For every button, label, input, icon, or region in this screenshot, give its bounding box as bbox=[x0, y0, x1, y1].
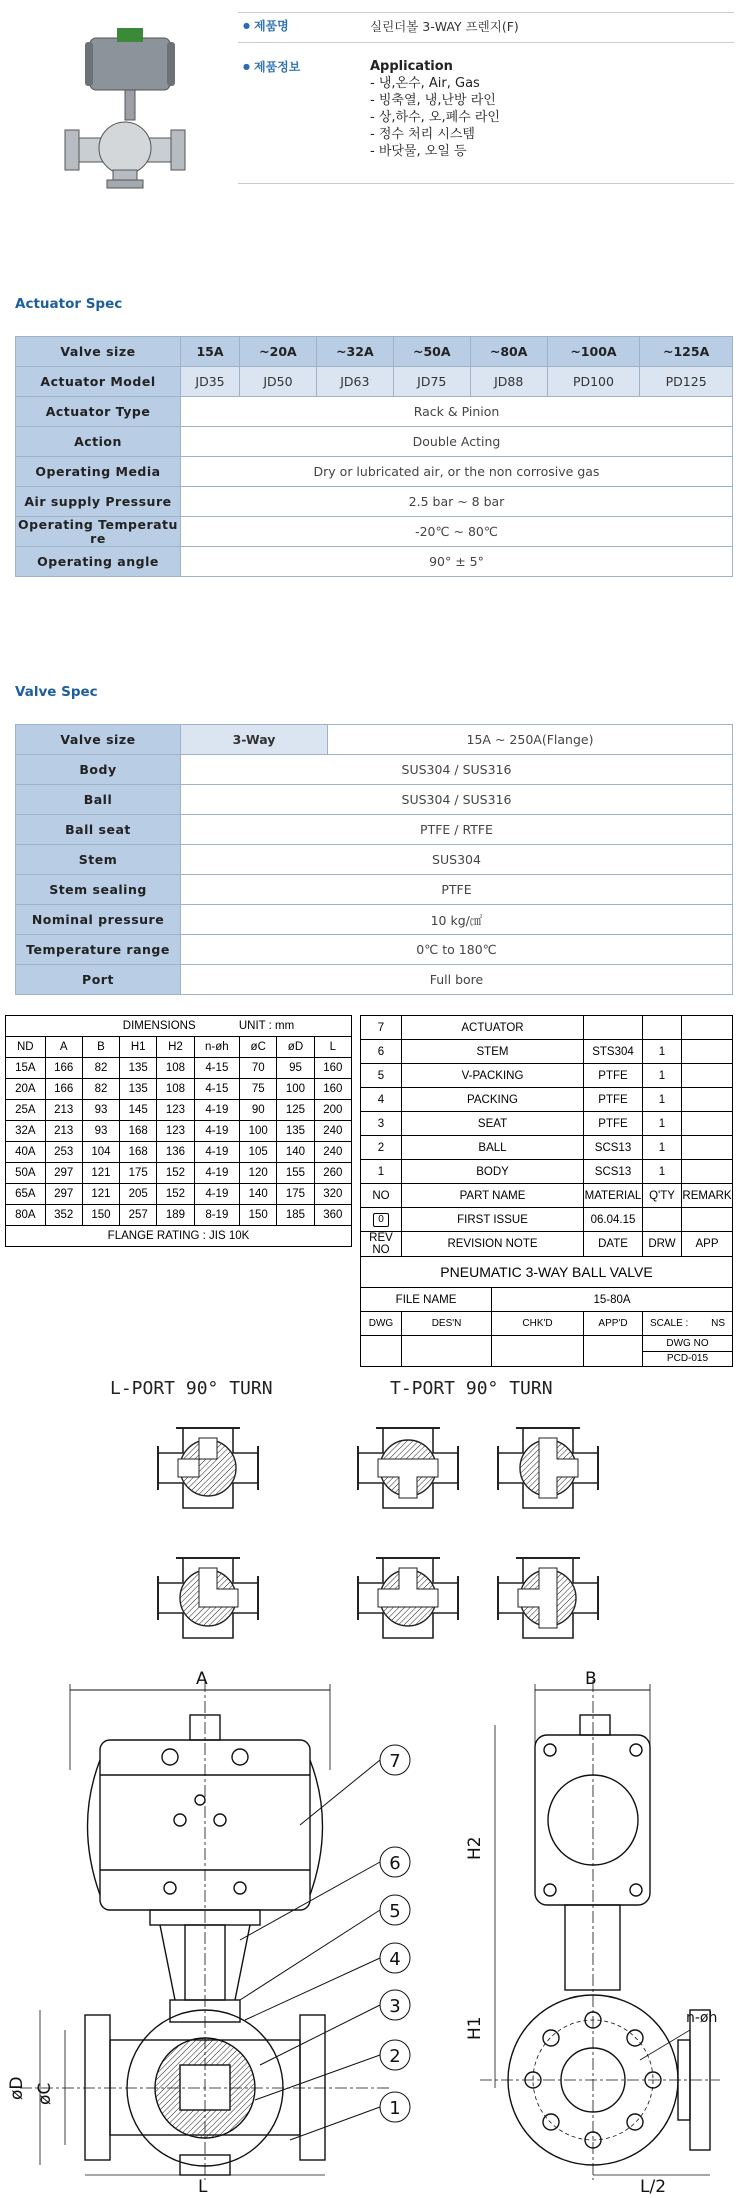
bom-no: 6 bbox=[361, 1040, 402, 1064]
dim-cell: 105 bbox=[240, 1142, 277, 1163]
bom-no: 1 bbox=[361, 1160, 402, 1184]
table-row bbox=[6, 1184, 352, 1205]
bom-remark bbox=[682, 1112, 733, 1136]
dim-cell: 320 bbox=[314, 1184, 351, 1205]
callout-4: 4 bbox=[389, 1949, 401, 1970]
dim-header: A bbox=[45, 1037, 82, 1058]
table-row bbox=[6, 1226, 352, 1247]
bom-name: BODY bbox=[402, 1160, 584, 1184]
product-info-label: ● 제품정보 bbox=[243, 58, 300, 75]
dim-cell: 4-19 bbox=[194, 1142, 239, 1163]
valve-spec-table bbox=[15, 724, 733, 995]
sign-blank bbox=[492, 1336, 584, 1367]
dim-cell: 152 bbox=[157, 1184, 194, 1205]
dim-cell: 70 bbox=[240, 1058, 277, 1079]
dim-cell: 189 bbox=[157, 1205, 194, 1226]
actuator-spec-title: Actuator Spec bbox=[15, 296, 123, 312]
dim-cell: 20A bbox=[6, 1079, 46, 1100]
dim-header: H2 bbox=[157, 1037, 194, 1058]
spec-label: Stem sealing bbox=[16, 875, 181, 905]
dim-cell: 32A bbox=[6, 1121, 46, 1142]
table-row bbox=[16, 547, 733, 577]
table-row bbox=[361, 1336, 733, 1352]
dim-cell: 121 bbox=[82, 1163, 119, 1184]
dim-cell: 50A bbox=[6, 1163, 46, 1184]
dim-cell: 135 bbox=[277, 1121, 314, 1142]
dim-cell: 253 bbox=[45, 1142, 82, 1163]
dim-cell: 150 bbox=[240, 1205, 277, 1226]
application-heading: Application bbox=[370, 59, 453, 74]
info-divider-bottom bbox=[238, 183, 734, 184]
bom-qty bbox=[643, 1016, 682, 1040]
spec-label: Nominal pressure bbox=[16, 905, 181, 935]
dim-cell: 260 bbox=[314, 1163, 351, 1184]
spec-label: Stem bbox=[16, 845, 181, 875]
dimensions-body bbox=[6, 1058, 352, 1226]
product-name-value: 실린더볼 3-WAY 프렌지(F) bbox=[370, 19, 519, 34]
application-item: - 바닷물, 오일 등 bbox=[370, 144, 467, 159]
dimensions-unit: UNIT : mm bbox=[238, 1020, 295, 1032]
table-row bbox=[6, 1121, 352, 1142]
dim-cell: 100 bbox=[240, 1121, 277, 1142]
table-row bbox=[16, 875, 733, 905]
spec-value: 0℃ to 180℃ bbox=[181, 935, 733, 965]
valve-type-cell: 3-Way bbox=[181, 725, 328, 755]
table-row bbox=[16, 905, 733, 935]
dim-cell: 75 bbox=[240, 1079, 277, 1100]
dim-cell: 120 bbox=[240, 1163, 277, 1184]
sign-dwg: DWG bbox=[361, 1312, 402, 1336]
table-row bbox=[6, 1037, 352, 1058]
dim-cell: 160 bbox=[314, 1079, 351, 1100]
bom-remark bbox=[682, 1064, 733, 1088]
dim-cell: 352 bbox=[45, 1205, 82, 1226]
spec-value: -20℃ ~ 80℃ bbox=[181, 517, 733, 547]
revision-app bbox=[682, 1208, 733, 1232]
application-item: - 정수 처리 시스템 bbox=[370, 127, 475, 142]
drawing-title: PNEUMATIC 3-WAY BALL VALVE bbox=[361, 1257, 733, 1288]
bom-header: NO bbox=[361, 1184, 402, 1208]
dim-cell: 145 bbox=[120, 1100, 157, 1121]
dim-cell: 240 bbox=[314, 1121, 351, 1142]
dim-cell: 125 bbox=[277, 1100, 314, 1121]
dimensions-table bbox=[5, 1015, 352, 1247]
model-cell: PD100 bbox=[547, 367, 640, 397]
dim-cell: 140 bbox=[277, 1142, 314, 1163]
spec-label: Port bbox=[16, 965, 181, 995]
model-cell: JD88 bbox=[470, 367, 547, 397]
callout-2: 2 bbox=[389, 2046, 401, 2067]
table-row bbox=[361, 1160, 733, 1184]
bom-material: SCS13 bbox=[584, 1160, 643, 1184]
bom-name: STEM bbox=[402, 1040, 584, 1064]
spec-value: 90° ± 5° bbox=[181, 547, 733, 577]
bom-header: Q'TY bbox=[643, 1184, 682, 1208]
l-port-diagram bbox=[158, 1428, 258, 1508]
table-row bbox=[6, 1079, 352, 1100]
callout-6: 6 bbox=[389, 1853, 401, 1874]
flange-rating: FLANGE RATING : JIS 10K bbox=[6, 1226, 352, 1247]
table-row bbox=[16, 965, 733, 995]
spec-label: Body bbox=[16, 755, 181, 785]
size-cell: 15A bbox=[181, 337, 240, 367]
spec-label: Action bbox=[16, 427, 181, 457]
dim-cell: 160 bbox=[314, 1058, 351, 1079]
l-port-label: L-PORT 90° TURN bbox=[110, 1378, 273, 1399]
bom-no: 4 bbox=[361, 1088, 402, 1112]
bom-table bbox=[360, 1015, 733, 1367]
table-row bbox=[6, 1016, 352, 1037]
size-cell: ~32A bbox=[316, 337, 393, 367]
table-row bbox=[361, 1136, 733, 1160]
bom-qty: 1 bbox=[643, 1112, 682, 1136]
dim-B: B bbox=[585, 1670, 597, 1689]
spec-value: Rack & Pinion bbox=[181, 397, 733, 427]
dim-nh: n-øh bbox=[686, 2010, 718, 2026]
dim-cell: 257 bbox=[120, 1205, 157, 1226]
dim-cell: 95 bbox=[277, 1058, 314, 1079]
spec-value: Double Acting bbox=[181, 427, 733, 457]
valve-spec-title: Valve Spec bbox=[15, 684, 98, 700]
bom-material: SCS13 bbox=[584, 1136, 643, 1160]
table-row bbox=[16, 845, 733, 875]
application-item: - 냉,온수, Air, Gas bbox=[370, 76, 480, 91]
dim-cell: 4-19 bbox=[194, 1121, 239, 1142]
file-name-label: FILE NAME bbox=[361, 1288, 492, 1312]
table-row bbox=[16, 487, 733, 517]
bom-material: PTFE bbox=[584, 1064, 643, 1088]
rev-header: APP bbox=[682, 1232, 733, 1257]
table-row bbox=[6, 1163, 352, 1184]
table-row bbox=[361, 1184, 733, 1208]
table-row bbox=[361, 1232, 733, 1257]
bom-material: STS304 bbox=[584, 1040, 643, 1064]
table-row bbox=[16, 457, 733, 487]
spec-label: Ball bbox=[16, 785, 181, 815]
bom-header: REMARK bbox=[682, 1184, 733, 1208]
revision-date: 06.04.15 bbox=[584, 1208, 643, 1232]
model-cell: JD75 bbox=[393, 367, 470, 397]
dimensions-title-cell bbox=[6, 1016, 352, 1037]
table-row bbox=[361, 1088, 733, 1112]
dim-header: øC bbox=[240, 1037, 277, 1058]
scale-value: NS bbox=[711, 1318, 726, 1329]
dim-cell: 140 bbox=[240, 1184, 277, 1205]
dim-cell: 40A bbox=[6, 1142, 46, 1163]
bom-remark bbox=[682, 1040, 733, 1064]
callout-3: 3 bbox=[389, 1996, 401, 2017]
spec-value: SUS304 bbox=[181, 845, 733, 875]
actuator-model-label: Actuator Model bbox=[16, 367, 181, 397]
callout-5: 5 bbox=[389, 1901, 401, 1922]
dim-cell: 136 bbox=[157, 1142, 194, 1163]
application-item: - 상,하수, 오,폐수 라인 bbox=[370, 110, 500, 125]
bom-remark bbox=[682, 1016, 733, 1040]
dim-cell: 175 bbox=[277, 1184, 314, 1205]
table-row bbox=[16, 725, 733, 755]
table-row bbox=[16, 397, 733, 427]
callout-1: 1 bbox=[389, 2098, 401, 2119]
dim-cell: 80A bbox=[6, 1205, 46, 1226]
dim-cell: 4-15 bbox=[194, 1058, 239, 1079]
revision-note: FIRST ISSUE bbox=[402, 1208, 584, 1232]
bom-no: 2 bbox=[361, 1136, 402, 1160]
dim-cell: 213 bbox=[45, 1100, 82, 1121]
dim-cell: 150 bbox=[82, 1205, 119, 1226]
table-row bbox=[16, 785, 733, 815]
size-cell: ~50A bbox=[393, 337, 470, 367]
spec-label: Ball seat bbox=[16, 815, 181, 845]
dim-cell: 168 bbox=[120, 1121, 157, 1142]
sign-chk: CHK'D bbox=[492, 1312, 584, 1336]
valve-size-label: Valve size bbox=[16, 725, 181, 755]
dim-cell: 152 bbox=[157, 1163, 194, 1184]
dim-L2: L/2 bbox=[640, 2177, 667, 2195]
valve-size-label: Valve size bbox=[16, 337, 181, 367]
model-cell: JD63 bbox=[316, 367, 393, 397]
dim-cell: 166 bbox=[45, 1079, 82, 1100]
table-row bbox=[16, 517, 733, 547]
model-cell: JD35 bbox=[181, 367, 240, 397]
dim-cell: 25A bbox=[6, 1100, 46, 1121]
dim-cell: 108 bbox=[157, 1058, 194, 1079]
dim-cell: 121 bbox=[82, 1184, 119, 1205]
dim-cell: 123 bbox=[157, 1121, 194, 1142]
spec-value: Dry or lubricated air, or the non corrosive gas bbox=[181, 457, 733, 487]
dim-cell: 213 bbox=[45, 1121, 82, 1142]
rev-header: REVISION NOTE bbox=[402, 1232, 584, 1257]
file-name: 15-80A bbox=[492, 1288, 733, 1312]
scale-cell bbox=[643, 1312, 733, 1336]
bom-name: SEAT bbox=[402, 1112, 584, 1136]
dim-header: H1 bbox=[120, 1037, 157, 1058]
size-cell: ~80A bbox=[470, 337, 547, 367]
bom-qty: 1 bbox=[643, 1160, 682, 1184]
dim-header: B bbox=[82, 1037, 119, 1058]
dim-cell: 123 bbox=[157, 1100, 194, 1121]
revision-mark-triangle: 0 bbox=[373, 1213, 389, 1227]
scale-label: SCALE : bbox=[649, 1318, 689, 1329]
dim-header: øD bbox=[277, 1037, 314, 1058]
table-row bbox=[361, 1064, 733, 1088]
bom-name: V-PACKING bbox=[402, 1064, 584, 1088]
dim-cell: 166 bbox=[45, 1058, 82, 1079]
bom-remark bbox=[682, 1160, 733, 1184]
table-row bbox=[6, 1205, 352, 1226]
rev-header: REV NO bbox=[361, 1232, 402, 1257]
dim-cell: 104 bbox=[82, 1142, 119, 1163]
t-port-diagram bbox=[498, 1428, 598, 1508]
product-photo bbox=[55, 20, 195, 195]
t-port-diagram bbox=[358, 1558, 458, 1638]
port-diagrams bbox=[0, 1400, 740, 1670]
dim-cell: 200 bbox=[314, 1100, 351, 1121]
dim-cell: 168 bbox=[120, 1142, 157, 1163]
table-row bbox=[6, 1058, 352, 1079]
size-cell: ~100A bbox=[547, 337, 640, 367]
dim-cell: 240 bbox=[314, 1142, 351, 1163]
spec-value: 2.5 bar ~ 8 bar bbox=[181, 487, 733, 517]
spec-value: PTFE bbox=[181, 875, 733, 905]
dim-cell: 155 bbox=[277, 1163, 314, 1184]
product-name-label: ● 제품명 bbox=[243, 17, 289, 34]
t-port-diagram bbox=[358, 1428, 458, 1508]
sign-blank bbox=[402, 1336, 492, 1367]
info-divider-top bbox=[238, 12, 734, 13]
spec-value: SUS304 / SUS316 bbox=[181, 785, 733, 815]
dim-header: L bbox=[314, 1037, 351, 1058]
actuator-spec-table bbox=[15, 336, 733, 577]
dim-cell: 82 bbox=[82, 1058, 119, 1079]
spec-label: Temperature range bbox=[16, 935, 181, 965]
bom-material: PTFE bbox=[584, 1112, 643, 1136]
dim-cell: 65A bbox=[6, 1184, 46, 1205]
spec-label: Operating Media bbox=[16, 457, 181, 487]
bom-qty: 1 bbox=[643, 1040, 682, 1064]
revision-drw bbox=[643, 1208, 682, 1232]
bom-header: MATERIAL bbox=[584, 1184, 643, 1208]
bom-qty: 1 bbox=[643, 1088, 682, 1112]
dim-cell: 297 bbox=[45, 1184, 82, 1205]
dim-cell: 82 bbox=[82, 1079, 119, 1100]
table-row bbox=[361, 1312, 733, 1336]
bom-header: PART NAME bbox=[402, 1184, 584, 1208]
spec-label: Operating Temperature bbox=[16, 517, 181, 547]
rev-header: DRW bbox=[643, 1232, 682, 1257]
bom-remark bbox=[682, 1136, 733, 1160]
bom-qty: 1 bbox=[643, 1064, 682, 1088]
spec-value: PTFE / RTFE bbox=[181, 815, 733, 845]
dim-header: n-øh bbox=[194, 1037, 239, 1058]
table-row bbox=[6, 1100, 352, 1121]
spec-label: Actuator Type bbox=[16, 397, 181, 427]
sign-app: APP'D bbox=[584, 1312, 643, 1336]
l-port-diagram bbox=[158, 1558, 258, 1638]
dim-cell: 135 bbox=[120, 1058, 157, 1079]
table-row bbox=[16, 367, 733, 397]
valve-size-value: 15A ~ 250A(Flange) bbox=[328, 725, 733, 755]
dwg-no-label: DWG NO bbox=[643, 1336, 733, 1352]
dim-cell: 8-19 bbox=[194, 1205, 239, 1226]
dim-H2: H2 bbox=[465, 1836, 485, 1860]
table-row bbox=[361, 1288, 733, 1312]
model-cell: PD125 bbox=[640, 367, 733, 397]
model-cell: JD50 bbox=[240, 367, 317, 397]
dim-cell: 185 bbox=[277, 1205, 314, 1226]
dim-cell: 135 bbox=[120, 1079, 157, 1100]
callout-7: 7 bbox=[389, 1751, 401, 1772]
dim-D: øD bbox=[7, 2076, 27, 2100]
dim-cell: 205 bbox=[120, 1184, 157, 1205]
table-row bbox=[16, 755, 733, 785]
bom-parts bbox=[361, 1016, 733, 1184]
dim-A: A bbox=[196, 1670, 208, 1689]
size-cell: ~20A bbox=[240, 337, 317, 367]
sign-des: DES'N bbox=[402, 1312, 492, 1336]
table-row bbox=[16, 427, 733, 457]
t-port-diagram bbox=[498, 1558, 598, 1638]
dim-cell: 93 bbox=[82, 1100, 119, 1121]
dimensions-title: DIMENSIONS bbox=[122, 1020, 196, 1032]
spec-value: 10 kg/㎠ bbox=[181, 905, 733, 935]
dim-cell: 93 bbox=[82, 1121, 119, 1142]
bom-name: PACKING bbox=[402, 1088, 584, 1112]
table-row bbox=[361, 1208, 733, 1232]
dim-L: L bbox=[198, 2177, 208, 2195]
dim-cell: 360 bbox=[314, 1205, 351, 1226]
bom-name: ACTUATOR bbox=[402, 1016, 584, 1040]
spec-value: SUS304 / SUS316 bbox=[181, 755, 733, 785]
bom-name: BALL bbox=[402, 1136, 584, 1160]
dim-cell: 100 bbox=[277, 1079, 314, 1100]
bom-no: 7 bbox=[361, 1016, 402, 1040]
assembly-drawing bbox=[0, 1670, 740, 2195]
table-row bbox=[16, 935, 733, 965]
spec-value: Full bore bbox=[181, 965, 733, 995]
spec-label: Operating angle bbox=[16, 547, 181, 577]
dim-cell: 4-19 bbox=[194, 1163, 239, 1184]
table-row bbox=[361, 1257, 733, 1288]
table-row bbox=[361, 1016, 733, 1040]
spec-label: Air supply Pressure bbox=[16, 487, 181, 517]
application-list bbox=[370, 58, 500, 160]
size-cell: ~125A bbox=[640, 337, 733, 367]
dim-C: øC bbox=[35, 2082, 55, 2105]
dim-header: ND bbox=[6, 1037, 46, 1058]
t-port-label: T-PORT 90° TURN bbox=[390, 1378, 553, 1399]
table-row bbox=[361, 1112, 733, 1136]
dim-H1: H1 bbox=[465, 2016, 485, 2040]
info-divider-mid bbox=[238, 42, 734, 43]
dim-cell: 297 bbox=[45, 1163, 82, 1184]
bom-qty: 1 bbox=[643, 1136, 682, 1160]
dim-cell: 175 bbox=[120, 1163, 157, 1184]
dim-cell: 4-19 bbox=[194, 1100, 239, 1121]
table-row bbox=[16, 337, 733, 367]
table-row bbox=[361, 1040, 733, 1064]
dim-cell: 108 bbox=[157, 1079, 194, 1100]
rev-header: DATE bbox=[584, 1232, 643, 1257]
revision-mark bbox=[361, 1208, 402, 1232]
bom-material: PTFE bbox=[584, 1088, 643, 1112]
bom-remark bbox=[682, 1088, 733, 1112]
bom-no: 5 bbox=[361, 1064, 402, 1088]
table-row bbox=[16, 815, 733, 845]
dim-cell: 4-19 bbox=[194, 1184, 239, 1205]
bom-material bbox=[584, 1016, 643, 1040]
sign-blank bbox=[361, 1336, 402, 1367]
dim-cell: 4-15 bbox=[194, 1079, 239, 1100]
dim-cell: 90 bbox=[240, 1100, 277, 1121]
bom-no: 3 bbox=[361, 1112, 402, 1136]
dim-cell: 15A bbox=[6, 1058, 46, 1079]
table-row bbox=[6, 1142, 352, 1163]
dwg-no: PCD-015 bbox=[643, 1351, 733, 1367]
sign-blank bbox=[584, 1336, 643, 1367]
application-item: - 빙축열, 냉,난방 라인 bbox=[370, 93, 496, 108]
